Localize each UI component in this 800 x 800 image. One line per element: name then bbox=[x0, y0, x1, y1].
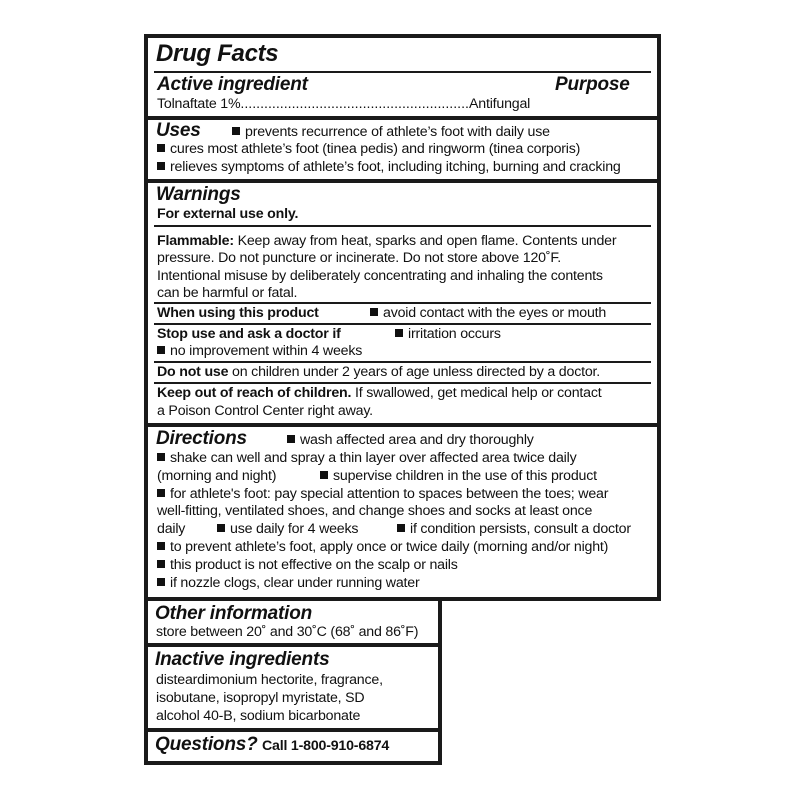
bullet-square-icon bbox=[397, 524, 405, 532]
section-divider bbox=[148, 423, 657, 427]
bullet-square-icon bbox=[217, 524, 225, 532]
stop-use-label: Stop use and ask a doctor if bbox=[157, 326, 341, 342]
inactive-ingredients-text: alcohol 40-B, sodium bicarbonate bbox=[156, 708, 361, 724]
stop-use-item: irritation occurs bbox=[395, 326, 501, 343]
divider bbox=[154, 323, 651, 325]
directions-item: well-fitting, ventilated shoes, and change shoes and socks at least once bbox=[157, 503, 593, 519]
phone-number: Call 1-800-910-6874 bbox=[261, 738, 390, 754]
questions-row bbox=[155, 735, 389, 755]
divider bbox=[154, 225, 651, 227]
flammable-text: can be harmful or fatal. bbox=[157, 285, 298, 301]
uses-heading: Uses bbox=[156, 120, 201, 141]
divider bbox=[154, 382, 651, 384]
flammable-text: Flammable: Keep away from heat, sparks and open flame. Contents under bbox=[157, 233, 617, 249]
inactive-ingredients-text: disteardimonium hectorite, fragrance, bbox=[156, 672, 383, 688]
bullet-square-icon bbox=[157, 144, 165, 152]
when-using-label: When using this product bbox=[157, 305, 319, 321]
section-divider bbox=[148, 643, 438, 647]
flammable-text: pressure. Do not puncture or incinerate. Do not store above 120˚F. bbox=[157, 250, 561, 266]
bullet-square-icon bbox=[157, 489, 165, 497]
uses-item: relieves symptoms of athlete’s foot, including itching, burning and cracking bbox=[157, 159, 621, 176]
bullet-square-icon bbox=[157, 453, 165, 461]
bullet-square-icon bbox=[287, 435, 295, 443]
directions-heading: Directions bbox=[156, 428, 247, 449]
stop-use-item: no improvement within 4 weeks bbox=[157, 343, 362, 360]
divider bbox=[154, 71, 651, 73]
other-information-heading: Other information bbox=[155, 603, 313, 624]
uses-item: prevents recurrence of athlete’s foot with daily use bbox=[232, 124, 550, 141]
questions-heading: Questions? bbox=[155, 734, 258, 755]
section-divider bbox=[148, 179, 657, 183]
do-not-use-text: Do not use on children under 2 years of age unless directed by a doctor. bbox=[157, 364, 600, 380]
directions-item: daily bbox=[157, 521, 186, 537]
bullet-square-icon bbox=[370, 308, 378, 316]
directions-item: to prevent athlete’s foot, apply once or twice daily (morning and/or night) bbox=[157, 539, 608, 556]
bullet-square-icon bbox=[157, 346, 165, 354]
directions-item: supervise children in the use of this product bbox=[320, 468, 597, 485]
bullet-square-icon bbox=[157, 542, 165, 550]
ingredient-purpose: Antifungal bbox=[469, 96, 531, 112]
directions-item: this product is not effective on the scalp or nails bbox=[157, 557, 458, 574]
flammable-text: Intentional misuse by deliberately concentrating and inhaling the contents bbox=[157, 268, 603, 284]
directions-item: if nozzle clogs, clear under running water bbox=[157, 575, 419, 592]
warnings-heading: Warnings bbox=[156, 184, 241, 205]
keep-out-text: a Poison Control Center right away. bbox=[157, 403, 373, 419]
leader-dots: .......................................................... bbox=[240, 96, 469, 112]
directions-item: (morning and night) bbox=[157, 468, 277, 484]
purpose-heading: Purpose bbox=[555, 74, 630, 95]
directions-item: if condition persists, consult a doctor bbox=[397, 521, 631, 538]
bullet-square-icon bbox=[232, 127, 240, 135]
bullet-square-icon bbox=[157, 162, 165, 170]
bullet-square-icon bbox=[157, 560, 165, 568]
directions-item: wash affected area and dry thoroughly bbox=[287, 432, 534, 449]
section-divider bbox=[148, 116, 657, 120]
directions-item: shake can well and spray a thin layer over affected area twice daily bbox=[157, 450, 576, 467]
section-divider bbox=[148, 728, 438, 732]
drug-facts-title: Drug Facts bbox=[156, 40, 279, 67]
active-ingredient-row bbox=[157, 96, 530, 113]
storage-text: store between 20˚ and 30˚C (68˚ and 86˚F) bbox=[156, 624, 419, 640]
directions-item: use daily for 4 weeks bbox=[217, 521, 358, 538]
ingredient-name: Tolnaftate 1% bbox=[157, 96, 241, 112]
uses-item: cures most athlete’s foot (tinea pedis) and ringworm (tinea corporis) bbox=[157, 141, 580, 158]
when-using-item: avoid contact with the eyes or mouth bbox=[370, 305, 606, 322]
active-ingredient-heading: Active ingredient bbox=[157, 74, 308, 95]
external-use-text: For external use only. bbox=[157, 206, 299, 222]
divider bbox=[154, 302, 651, 304]
inactive-ingredients-heading: Inactive ingredients bbox=[155, 649, 330, 670]
directions-item: for athlete's foot: pay special attention to spaces between the toes; wear bbox=[157, 486, 608, 503]
bullet-square-icon bbox=[157, 578, 165, 586]
bullet-square-icon bbox=[395, 329, 403, 337]
inactive-ingredients-text: isobutane, isopropyl myristate, SD bbox=[156, 690, 365, 706]
keep-out-text: Keep out of reach of children. If swallowed, get medical help or contact bbox=[157, 385, 602, 401]
divider bbox=[154, 361, 651, 363]
bullet-square-icon bbox=[320, 471, 328, 479]
